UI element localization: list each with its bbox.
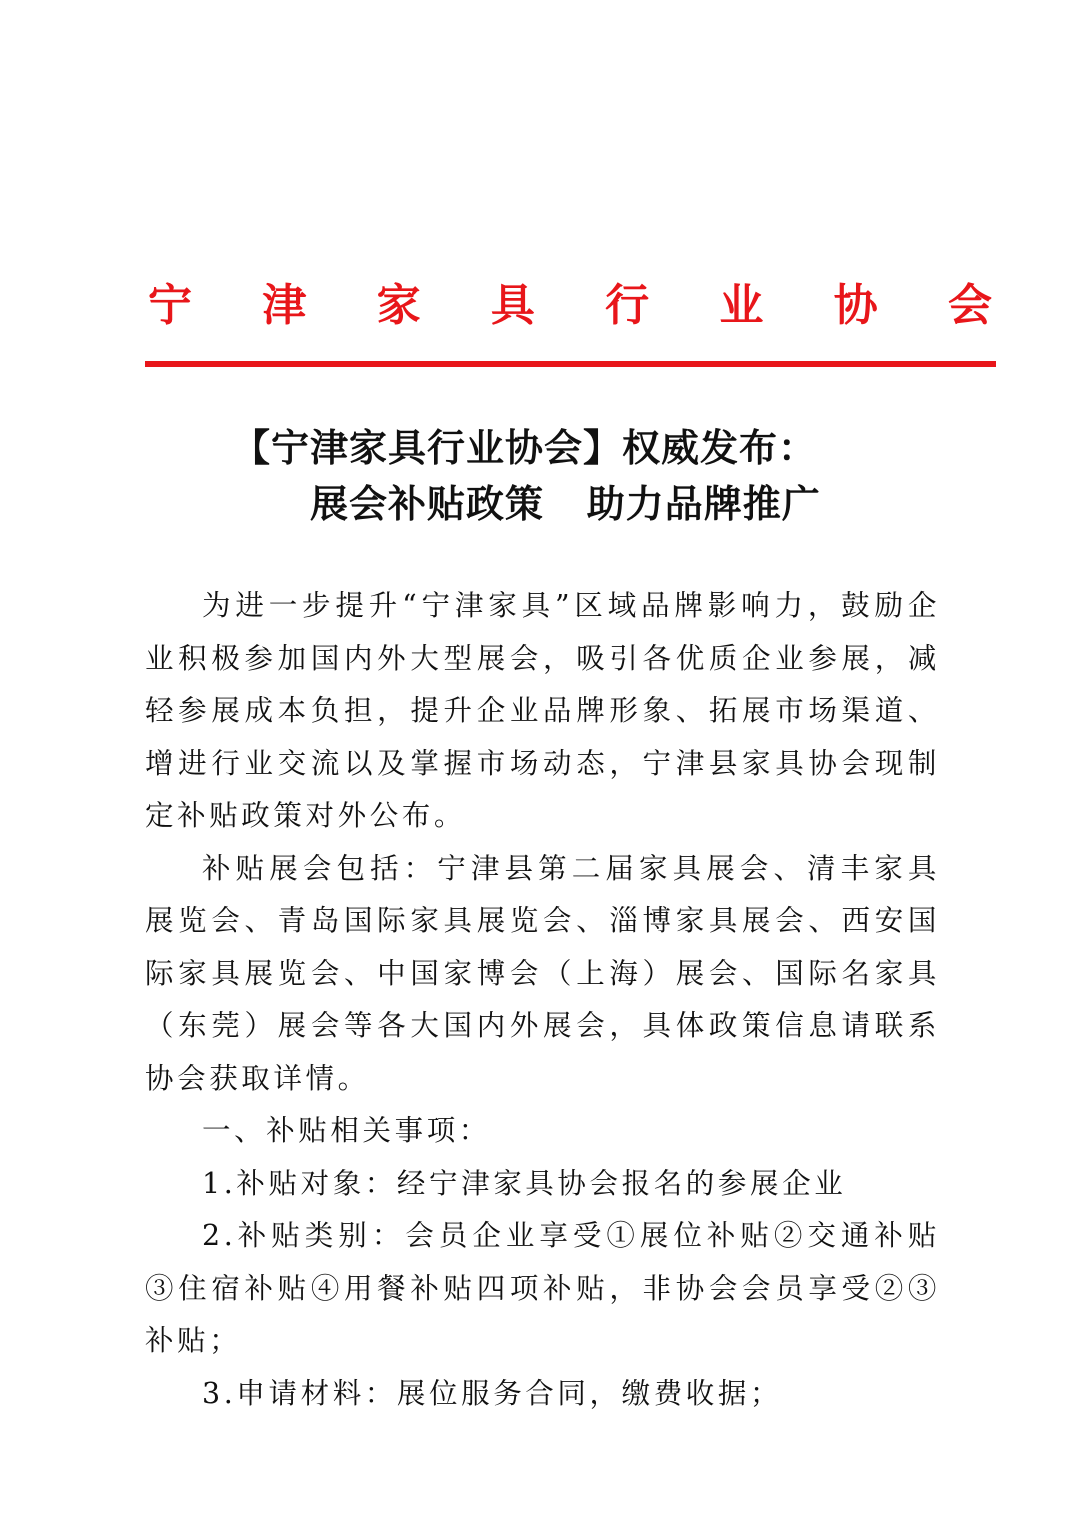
subsidy-target-item: 1.补贴对象：经宁津家具协会报名的参展企业 xyxy=(202,1166,847,1200)
letterhead-char: 业 xyxy=(719,280,764,331)
title-line-1: 【宁津家具行业协会】权威发布： xyxy=(232,425,818,470)
letterhead-char: 会 xyxy=(947,280,992,331)
letterhead-red-rule xyxy=(145,361,996,367)
intro-paragraph: 为进一步提升“宁津家具”区域品牌影响力，鼓励企业积极参加国内外大型展会，吸引各优质企业参展，减轻参展成本负担，提升企业品牌形象、拓展市场渠道、增进行业交流以及掌握市场动态，宁津县家具协会现制定补贴政策对外公布。 xyxy=(145,589,940,832)
application-materials-item: 3.申请材料：展位服务合同，缴费收据； xyxy=(202,1376,783,1410)
title-line-2: 展会补贴政策 助力品牌推广 xyxy=(310,481,821,526)
letterhead-char: 津 xyxy=(262,280,307,331)
letterhead-char: 行 xyxy=(605,280,650,331)
exhibitions-paragraph: 补贴展会包括：宁津县第二届家具展会、清丰家具展览会、青岛国际家具展览会、淄博家具展会、西安国际家具展览会、中国家博会（上海）展会、国际名家具（东莞）展会等各大国内外展会，具体政策信息请联系协会获取详情。 xyxy=(145,851,940,1095)
subsidy-category-item: 2.补贴类别：会员企业享受①展位补贴②交通补贴③住宿补贴④用餐补贴四项补贴，非协会会员享受②③补贴； xyxy=(145,1219,940,1357)
section-heading: 一、补贴相关事项： xyxy=(202,1114,491,1147)
letterhead-char: 具 xyxy=(490,280,535,331)
letterhead-char: 协 xyxy=(833,280,878,331)
document-title xyxy=(0,420,1080,532)
letterhead-char: 家 xyxy=(376,280,421,331)
letterhead-char: 宁 xyxy=(148,280,192,331)
letterhead xyxy=(145,270,995,342)
document-body xyxy=(145,580,940,1420)
